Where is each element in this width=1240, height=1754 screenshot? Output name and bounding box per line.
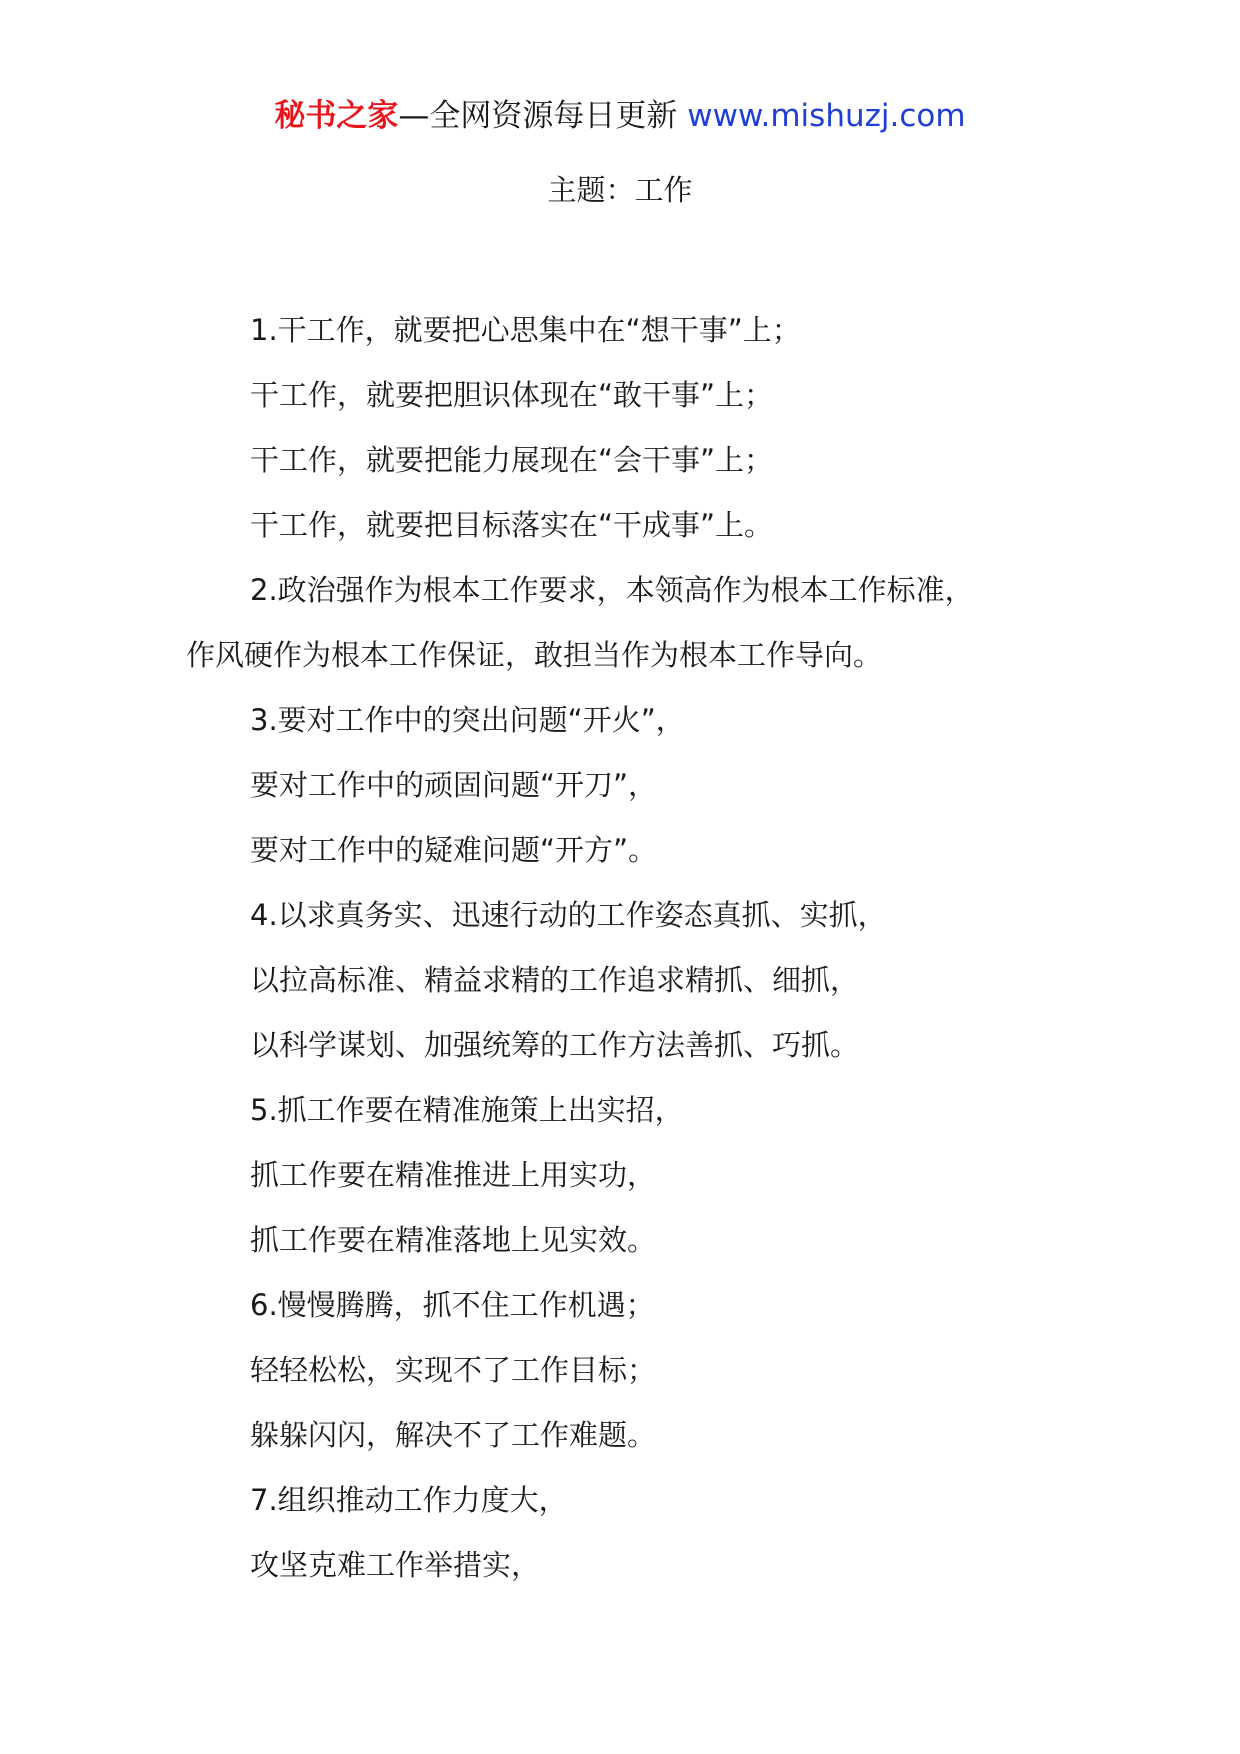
page-header — [0, 96, 1240, 136]
text-line: 干工作，就要把目标落实在“干成事”上。 — [250, 508, 774, 542]
text-line: 躲躲闪闪，解决不了工作难题。 — [250, 1418, 657, 1452]
header-slogan: —全网资源每日更新 — [398, 98, 688, 134]
website-link[interactable]: www.mishuzj.com — [687, 98, 966, 134]
text-line: 1.干工作，就要把心思集中在“想干事”上； — [250, 313, 801, 347]
text-line: 7.组织推动工作力度大， — [250, 1483, 568, 1517]
text-line: 抓工作要在精准推进上用实功， — [250, 1158, 657, 1192]
text-line: 抓工作要在精准落地上见实效。 — [250, 1223, 657, 1257]
text-line: 4.以求真务实、迅速行动的工作姿态真抓、实抓， — [250, 898, 887, 932]
text-line: 以拉高标准、精益求精的工作追求精抓、细抓， — [250, 963, 860, 997]
text-line: 2.政治强作为根本工作要求，本领高作为根本工作标准， — [250, 573, 974, 607]
brand-name: 秘书之家 — [274, 98, 399, 134]
text-line: 6.慢慢腾腾，抓不住工作机遇； — [250, 1288, 655, 1322]
text-line: 作风硬作为根本工作保证，敢担当作为根本工作导向。 — [186, 638, 883, 672]
text-line: 轻轻松松，实现不了工作目标； — [250, 1353, 657, 1387]
text-line: 要对工作中的顽固问题“开刀”， — [250, 768, 658, 802]
text-line: 攻坚克难工作举措实， — [250, 1548, 541, 1582]
text-line: 干工作，就要把胆识体现在“敢干事”上； — [250, 378, 774, 412]
text-line: 5.抓工作要在精准施策上出实招， — [250, 1093, 684, 1127]
text-line: 干工作，就要把能力展现在“会干事”上； — [250, 443, 774, 477]
subject-title: 主题：工作 — [547, 173, 693, 207]
text-line: 要对工作中的疑难问题“开方”。 — [250, 833, 658, 867]
text-line: 以科学谋划、加强统筹的工作方法善抓、巧抓。 — [250, 1028, 860, 1062]
document-body — [186, 298, 1056, 1598]
text-line: 3.要对工作中的突出问题“开火”， — [250, 703, 685, 737]
